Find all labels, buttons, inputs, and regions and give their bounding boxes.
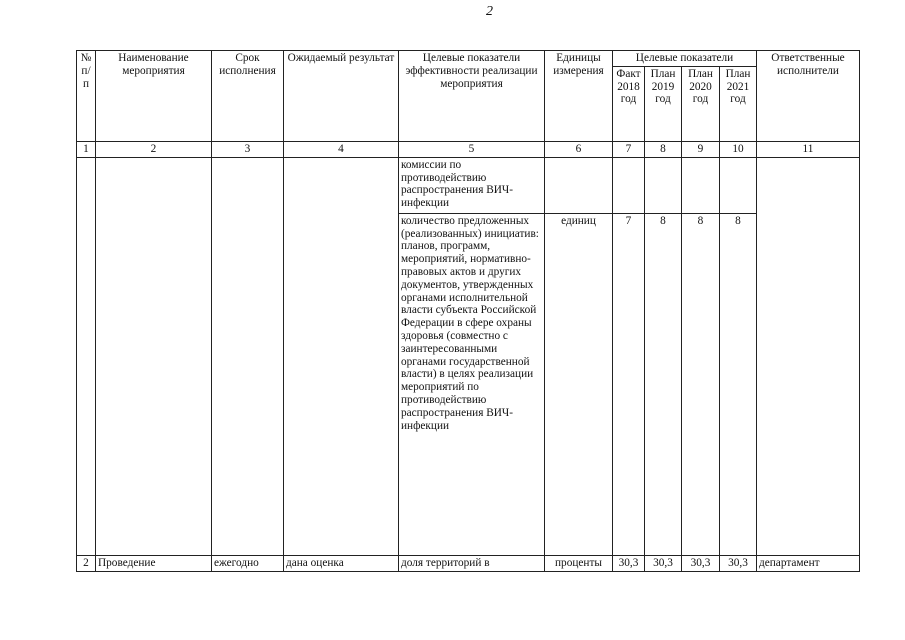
header-fact-2018: Факт 2018 год <box>613 66 645 141</box>
cell-unit: единиц <box>545 213 613 555</box>
column-number: 1 <box>77 141 96 157</box>
cell-term: ежегодно <box>212 555 284 571</box>
cell-fact-2018: 7 <box>613 213 645 555</box>
cell-result <box>284 213 399 555</box>
header-plan-2019: План 2019 год <box>645 66 682 141</box>
cell-unit <box>545 157 613 213</box>
cell-responsible <box>757 157 860 213</box>
cell-plan-2020 <box>682 157 720 213</box>
cell-indicator: количество предложенных (реализованных) инициатив: планов, программ, мероприятий, нормативно-правовых актов и других документов, утвержденных органами исполнительной власти субъекта Российской Федерации в сфере охраны здоровья (совместно с заинтересованными органами государственной власти) в целях реализации мероприятий по противодействию распространения ВИЧ-инфекции <box>399 213 545 555</box>
column-number: 6 <box>545 141 613 157</box>
cell-plan-2019 <box>645 157 682 213</box>
page-number: 2 <box>486 4 493 19</box>
cell-result: дана оценка <box>284 555 399 571</box>
measures-table <box>76 50 860 572</box>
cell-fact-2018: 30,3 <box>613 555 645 571</box>
cell-indicator: доля территорий в <box>399 555 545 571</box>
cell-num <box>77 157 96 213</box>
header-num: № п/п <box>77 51 96 142</box>
header-plan-2020: План 2020 год <box>682 66 720 141</box>
cell-responsible <box>757 213 860 555</box>
table-row <box>77 157 860 213</box>
header-targets: Целевые показатели <box>613 51 757 67</box>
column-number: 3 <box>212 141 284 157</box>
column-number-row <box>77 141 860 157</box>
header-name: Наименование мероприятия <box>96 51 212 142</box>
header-plan-2021: План 2021 год <box>720 66 757 141</box>
header-responsible: Ответственные исполнители <box>757 51 860 142</box>
cell-name: Проведение <box>96 555 212 571</box>
header-indicators: Целевые показатели эффективности реализации мероприятия <box>399 51 545 142</box>
cell-fact-2018 <box>613 157 645 213</box>
cell-term <box>212 213 284 555</box>
cell-plan-2021: 8 <box>720 213 757 555</box>
cell-responsible: департамент <box>757 555 860 571</box>
cell-plan-2019: 30,3 <box>645 555 682 571</box>
column-number: 11 <box>757 141 860 157</box>
column-number: 2 <box>96 141 212 157</box>
cell-plan-2020: 30,3 <box>682 555 720 571</box>
column-number: 4 <box>284 141 399 157</box>
column-number: 7 <box>613 141 645 157</box>
header-term: Срок исполнения <box>212 51 284 142</box>
column-number: 10 <box>720 141 757 157</box>
header-result: Ожидаемый результат <box>284 51 399 142</box>
cell-plan-2019: 8 <box>645 213 682 555</box>
table-row <box>77 555 860 571</box>
cell-unit: проценты <box>545 555 613 571</box>
cell-plan-2021 <box>720 157 757 213</box>
column-number: 8 <box>645 141 682 157</box>
cell-plan-2020: 8 <box>682 213 720 555</box>
table-row <box>77 213 860 555</box>
column-number: 5 <box>399 141 545 157</box>
cell-name <box>96 157 212 213</box>
header-units: Единицы измерения <box>545 51 613 142</box>
cell-indicator: комиссии по противодействию распространения ВИЧ-инфекции <box>399 157 545 213</box>
cell-result <box>284 157 399 213</box>
cell-num <box>77 213 96 555</box>
cell-num: 2 <box>77 555 96 571</box>
column-number: 9 <box>682 141 720 157</box>
cell-plan-2021: 30,3 <box>720 555 757 571</box>
cell-name <box>96 213 212 555</box>
header-row <box>77 51 860 67</box>
cell-term <box>212 157 284 213</box>
